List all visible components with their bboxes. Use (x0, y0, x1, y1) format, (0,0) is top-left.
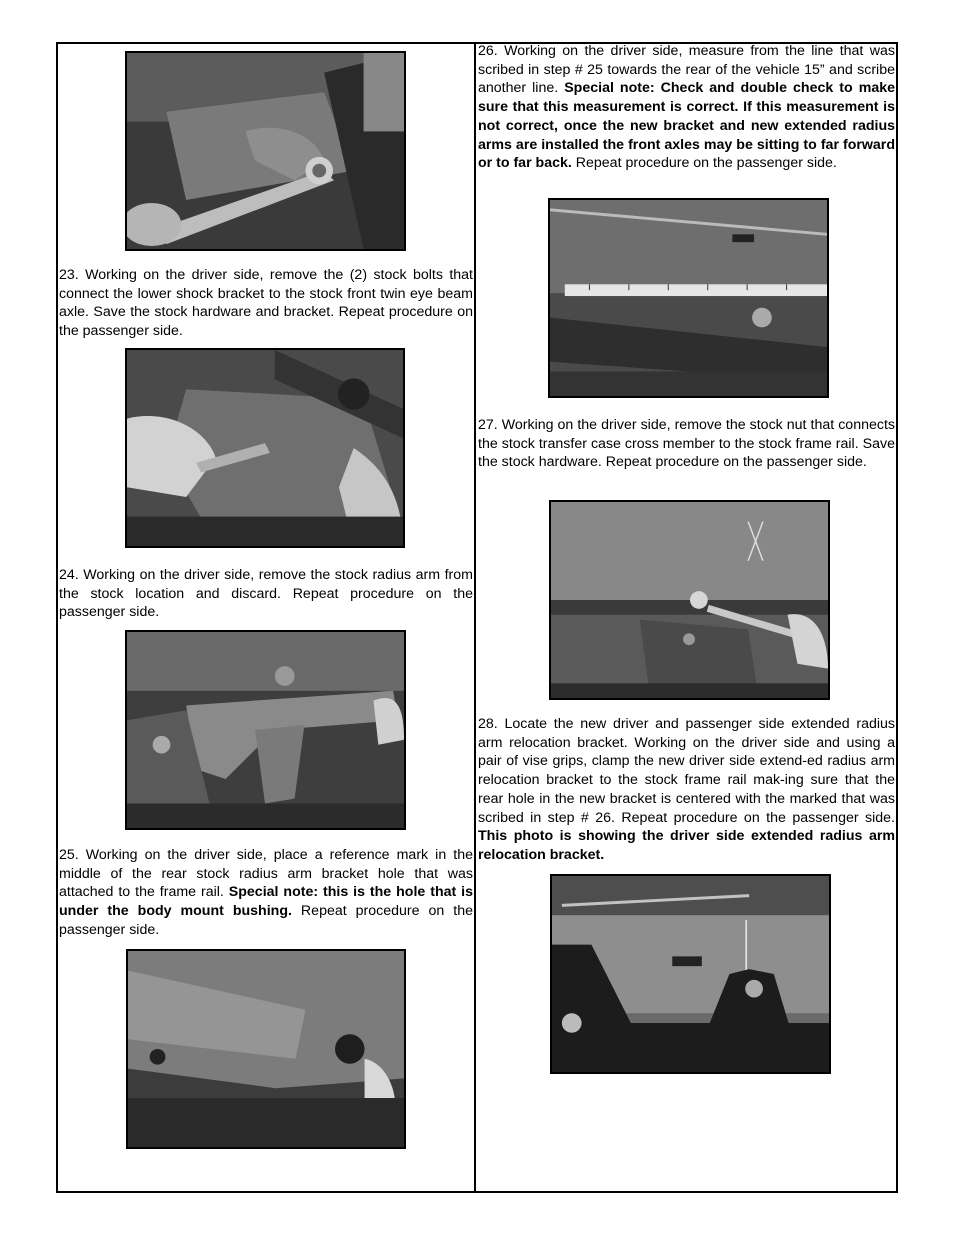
step-27-text: 27. Working on the driver side, remove the stock nut that connects the stock transfer case cross member to the stock frame rail. Save the stock hardware. Repeat procedure on the passenger side. (478, 417, 895, 471)
photo-relocation-bracket (550, 874, 831, 1074)
step-28-photo-note: This photo is showing the driver side extended radius arm relocation bracket. (478, 828, 895, 863)
step-26-text: 26. Working on the driver side, measure from the line that was scribed in step # 25 towards the rear of the vehicle 15” and scribe another line. Special note: Check and double check to make sure that this measurement is correct. If this measurement is not correct, once the new bracket and new extended radius arms are installed the front axles may be sitting to far forward or to far back. Repeat procedure on the passenger side. (478, 43, 895, 172)
step-23-text: 23. Working on the driver side, remove the (2) stock bolts that connect the lower shock bracket to the stock front twin eye beam axle. Save the stock hardware and bracket. Repeat procedure on the passenger side. (59, 267, 473, 340)
step-26-special-note: Special note: Check and double check to make sure that this measurement is correct. If this measurement is not correct, once the new bracket and new extended radius arms are installed the front axles may be sitting to far forward or to far back. (478, 80, 895, 172)
photo-wrench-on-shock-bracket (125, 51, 406, 251)
column-divider (474, 42, 476, 1193)
photo-measuring-15-inches (548, 198, 829, 398)
step-24-text: 24. Working on the driver side, remove the stock radius arm from the stock location and discard. Repeat procedure on the passenger side. (59, 567, 473, 621)
step-25-special-note: Special note: this is the hole that is under the body mount bushing. (59, 884, 473, 920)
step-28-text: 28. Locate the new driver and passenger side extended radius arm relocation bracket. Working on the driver side and using a pair of vise grips, clamp the new driver side extend-ed radius arm relocation bracket to the stock frame rail mak-ing sure that the rear hole in the new bracket is centered with the marked that was scribed in step # 26. Repeat procedure on the passenger side. This photo is showing the driver side extended radius arm relocation bracket. (478, 716, 895, 863)
step-25-text: 25. Working on the driver side, place a reference mark in the middle of the rear stock radius arm bracket hole that was attached to the frame rail. Special note: this is the hole that is under the body mount bushing. Repeat procedure on the passenger side. (59, 847, 474, 938)
photo-reference-mark-hole (126, 949, 406, 1149)
photo-removing-shock-bolts (125, 348, 405, 548)
photo-transfer-case-nut (549, 500, 830, 700)
photo-radius-arm-removal (125, 630, 406, 830)
